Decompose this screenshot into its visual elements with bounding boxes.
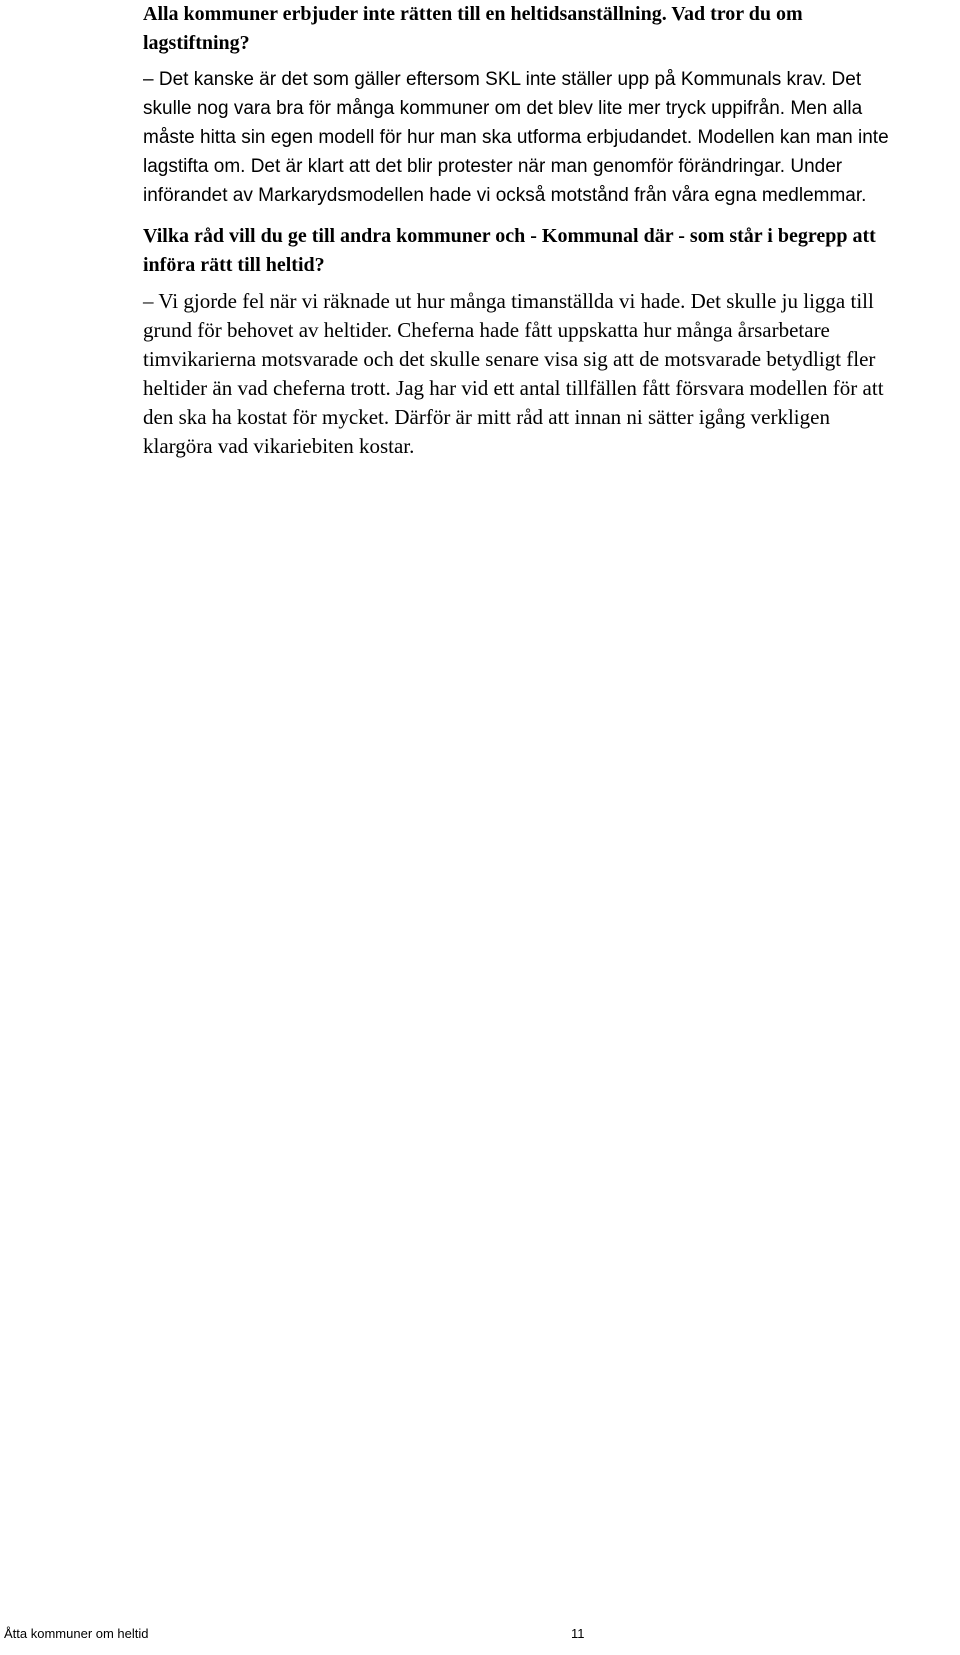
document-body xyxy=(143,0,903,470)
page-footer xyxy=(0,1624,960,1648)
interview-answer-2: – Vi gjorde fel när vi räknade ut hur många timanställda vi hade. Det skulle ju ligga till grund för behovet av heltider. Cheferna hade fått uppskatta hur många årsarbetare timvikarierna motsvarade och det skulle senare visa sig att de motsvarade betydligt fler heltider än vad cheferna trott. Jag har vid ett antal tillfällen fått försvara modellen för att den ska ha kostat för mycket. Därför är mitt råd att innan ni sätter igång verkligen klargöra vad vikariebiten kostar. xyxy=(143,289,884,458)
interview-question-1: Alla kommuner erbjuder inte rätten till en heltidsanställning. Vad tror du om lagstiftning? xyxy=(143,3,803,54)
interview-question-2: Vilka råd vill du ge till andra kommuner och - Kommunal där - som står i begrepp att införa rätt till heltid? xyxy=(143,225,876,276)
interview-answer-1: – Det kanske är det som gäller eftersom SKL inte ställer upp på Kommunals krav. Det skulle nog vara bra för många kommuner om det blev lite mer tryck uppifrån. Men alla måste hitta sin egen modell för hur man ska utforma erbjudandet. Modellen kan man inte lagstifta om. Det är klart att det blir protester när man genomför förändringar. Under införandet av Markarydsmodellen hade vi också motstånd från våra egna medlemmar. xyxy=(143,69,889,206)
footer-document-title: Åtta kommuner om heltid xyxy=(4,1626,149,1641)
footer-page-number: 11 xyxy=(571,1626,585,1641)
